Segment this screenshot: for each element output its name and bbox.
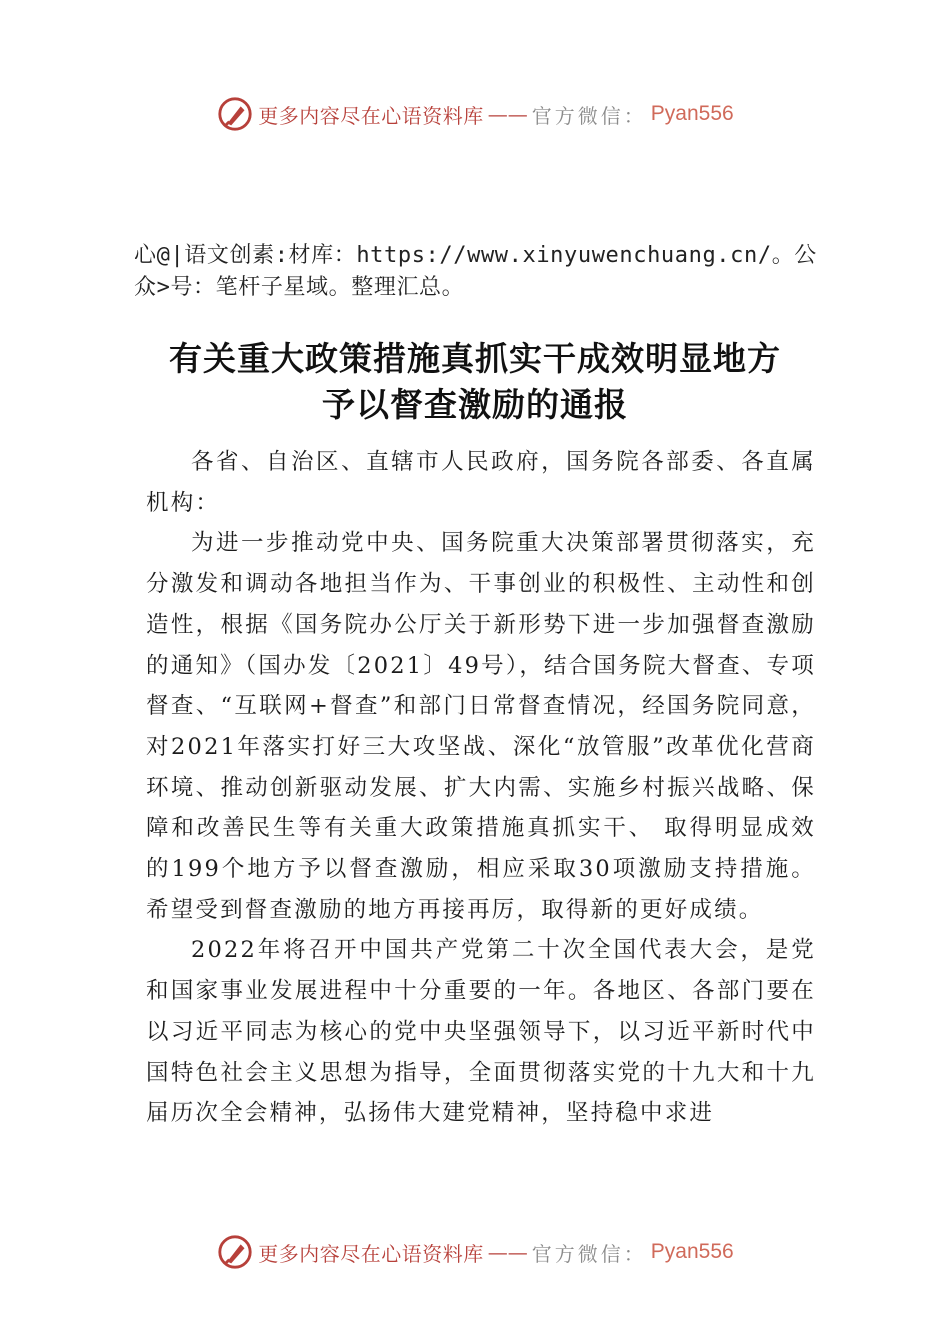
paragraph-2: 2022年将召开中国共产党第二十次全国代表大会，是党和国家事业发展进程中十分重要的一年。各地区、各部门要在以习近平同志为核心的党中央坚强领导下，以习近平新时代中国特色社会主义思想为指导，全面贯彻落实党的十九大和十九届历次全会精神，弘扬伟大建党精神，坚持稳中求进 — [146, 937, 816, 1127]
watermark-dash: —— — [487, 1240, 528, 1264]
watermark-dash: —— — [487, 102, 528, 126]
pen-nib-logo-icon — [216, 95, 254, 133]
header-watermark — [0, 94, 950, 134]
watermark-main-text: 更多内容尽在心语资料库 — [258, 103, 484, 128]
title-line-1: 有关重大政策措施真抓实干成效明显地方 — [169, 339, 781, 379]
title-line-2: 予以督查激励的通报 — [322, 385, 628, 425]
salutation: 各省、自治区、直辖市人民政府，国务院各部委、各直属机构： — [146, 449, 816, 516]
watermark-main-text: 更多内容尽在心语资料库 — [258, 1241, 484, 1266]
watermark-label: 官方微信： — [531, 103, 647, 128]
document-title — [130, 336, 820, 428]
watermark-id: Pyan556 — [650, 1240, 734, 1263]
watermark-label: 官方微信： — [531, 1241, 647, 1266]
source-note: 心@|语文创素:材库：https://www.xinyuwenchuang.cn/。公众>号：笔杆子星域。整理汇总。 — [134, 243, 817, 300]
paragraph-1: 为进一步推动党中央、国务院重大决策部署贯彻落实，充分激发和调动各地担当作为、干事创业的积极性、主动性和创造性，根据《国务院办公厅关于新形势下进一步加强督查激励的通知》（国办发〔2021〕49号），结合国务院大督查、专项督查、“互联网+督查”和部门日常督查情况，经国务院同意，对2021年落实打好三大攻坚战、深化“放管服”改革优化营商环境、推动创新驱动发展、扩大内需、实施乡村振兴战略、保障和改善民生等有关重大政策措施真抓实干、 取得明显成效的199个地方予以督查激励，相应采取30项激励支持措施。希望受到督查激励的地方再接再厉，取得新的更好成绩。 — [146, 530, 816, 923]
document-body — [146, 442, 816, 1134]
pen-nib-logo-icon — [216, 1233, 254, 1271]
footer-watermark — [0, 1232, 950, 1272]
watermark-id: Pyan556 — [650, 102, 734, 125]
